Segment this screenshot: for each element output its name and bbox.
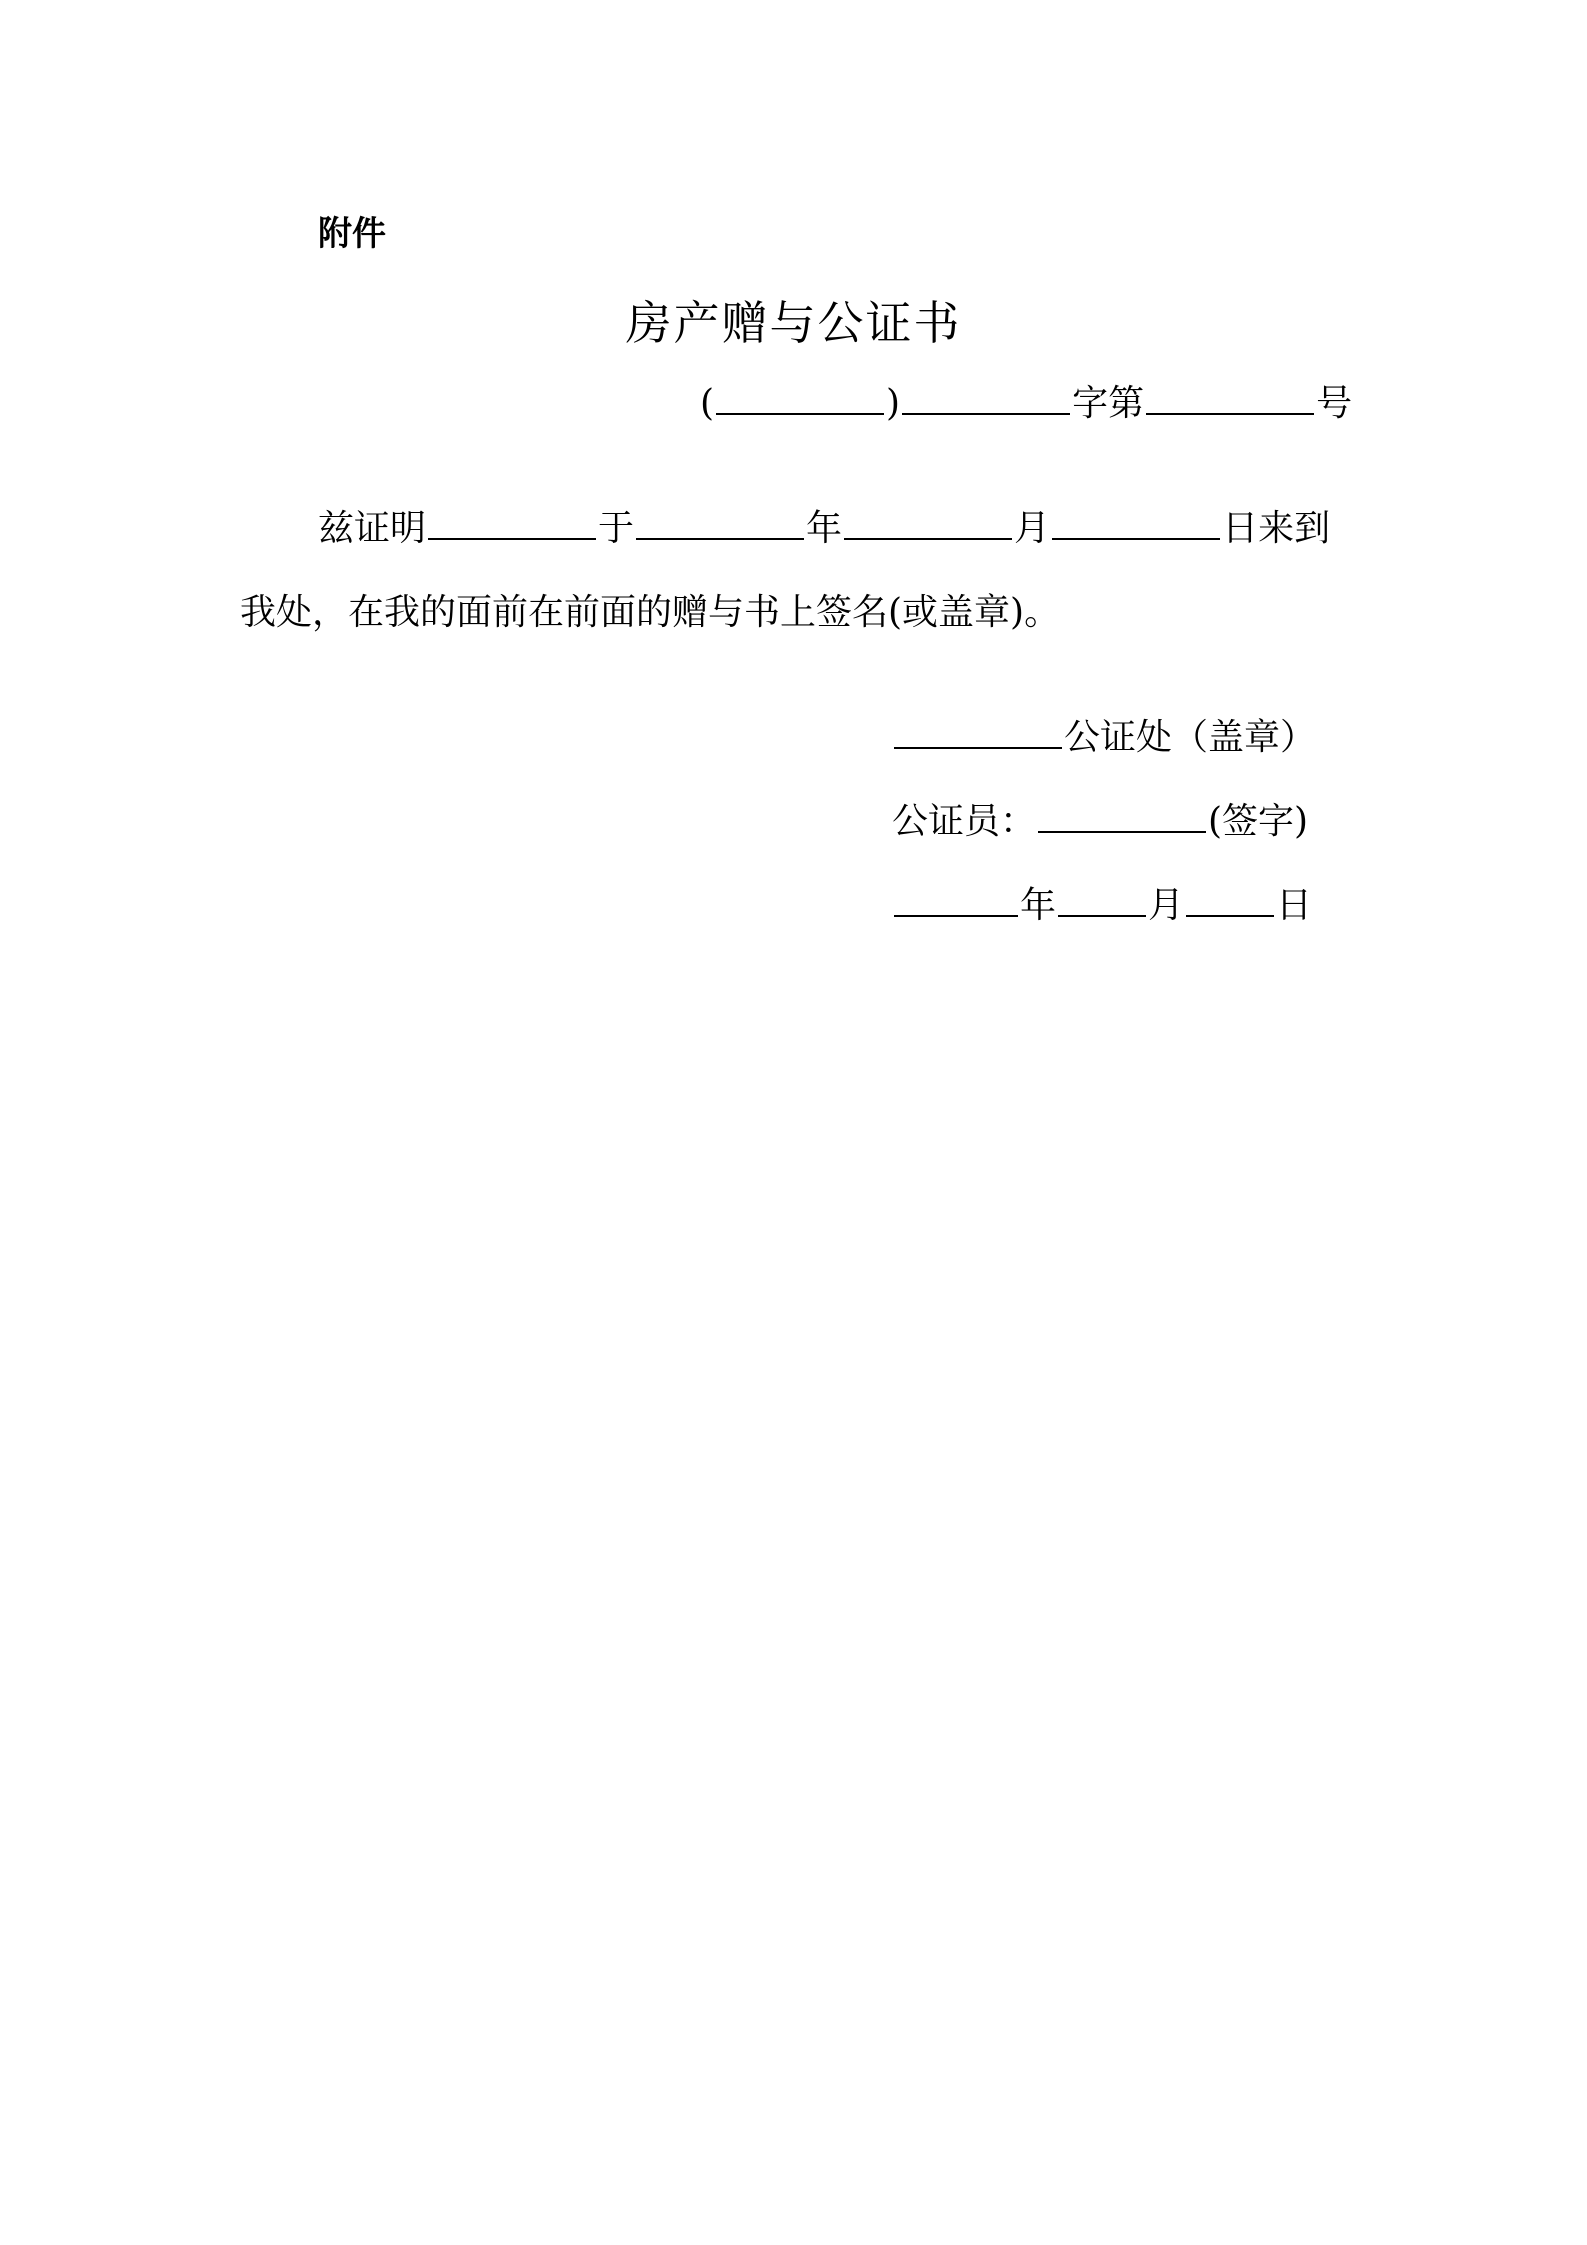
name-blank <box>428 508 596 540</box>
office-name-blank <box>894 717 1062 749</box>
notary-label: 公证员： <box>892 801 1037 842</box>
year-blank <box>636 508 804 540</box>
notary-sign-blank <box>1038 801 1206 833</box>
body-line-1 <box>318 507 1330 551</box>
attachment-label: 附件 <box>318 214 386 254</box>
certify-label: 兹证明 <box>318 508 427 549</box>
date-year-blank <box>894 885 1018 917</box>
doc-number-blank <box>1146 383 1314 415</box>
year-label: 年 <box>806 508 843 549</box>
open-paren: ( <box>700 383 715 424</box>
notary-sign-label: (签字) <box>1208 801 1309 842</box>
day-came-label: 日来到 <box>1222 508 1331 549</box>
month-label: 月 <box>1014 508 1051 549</box>
zi-di-label: 字第 <box>1072 383 1145 424</box>
doc-category-blank <box>902 383 1070 415</box>
date-year-label: 年 <box>1020 885 1057 926</box>
office-label: 公证处（盖章） <box>1064 717 1317 758</box>
day-blank <box>1052 508 1220 540</box>
yu-label: 于 <box>598 508 635 549</box>
date-month-label: 月 <box>1148 885 1185 926</box>
date-month-blank <box>1058 885 1146 917</box>
date-day-label: 日 <box>1276 885 1313 926</box>
document-number-line <box>700 382 1352 426</box>
notary-office-line <box>892 716 1316 760</box>
date-line <box>892 884 1312 928</box>
close-paren: ) <box>886 383 901 424</box>
doc-prefix-blank <box>716 383 884 415</box>
notary-line <box>892 800 1308 844</box>
date-day-blank <box>1186 885 1274 917</box>
page-title: 房产赠与公证书 <box>625 296 962 350</box>
month-blank <box>844 508 1012 540</box>
hao-label: 号 <box>1316 383 1353 424</box>
body-line-2: 我处，在我的面前在前面的赠与书上签名(或盖章)。 <box>240 592 1061 633</box>
